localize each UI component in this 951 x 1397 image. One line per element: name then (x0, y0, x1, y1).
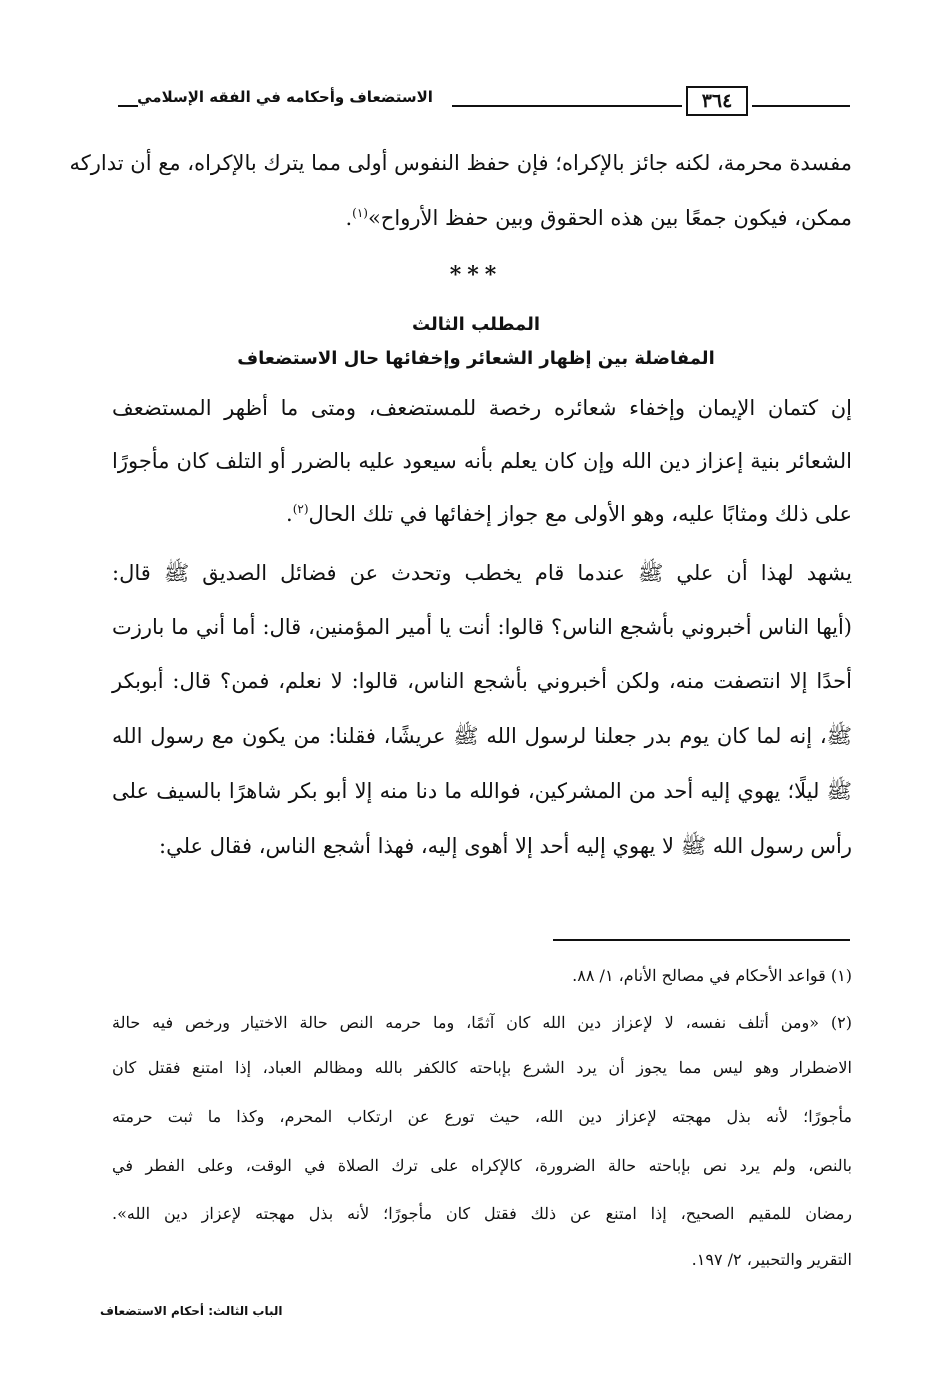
footnote-line: مأجورًا؛ لأنه بذل مهجته لإعزاز دين الله، حيث تورع عن ارتكاب المحرم، وكذا ما ثبت حرمته (112, 1107, 852, 1126)
footnote-ref[interactable]: (١) (352, 206, 368, 220)
footnote-line: الاضطرار وهو ليس مما يجوز أن يرد الشرع بإباحته كالكفر بالله ومظالم العباد، إذا امتنع فقتل كان (112, 1058, 852, 1077)
footnote-ref[interactable]: (٢) (292, 502, 309, 516)
paragraph-line (112, 499, 852, 529)
section-subtitle: المفاضلة بين إظهار الشعائر وإخفائها حال الاستضعاف (237, 348, 715, 369)
footnote-line: (١) قواعد الأحكام في مصالح الأنام، ١/ ٨٨. (572, 966, 852, 985)
section-separator: *** (449, 262, 503, 288)
footnote-line: (٢) «ومن أتلف نفسه، لا لإعزاز دين الله كان آثمًا، وما حرمه النص حالة الاختيار ورخص فيه حالة (112, 1013, 852, 1032)
intro-line (112, 203, 852, 233)
footnote-line: رمضان للمقيم الصحيح، إذا امتنع عن ذلك فقتل كان مأجورًا؛ لأنه بذل مهجته لإعزاز دين الله». (112, 1204, 852, 1223)
intro-line-end: . (345, 206, 353, 230)
footnote-separator (553, 939, 850, 941)
paragraph-line-text: على ذلك ومثابًا عليه، وهو الأولى مع جواز إخفائها في تلك الحال (308, 502, 852, 526)
chapter-footer-label: الباب الثالث: أحكام الاستضعاف (100, 1304, 283, 1318)
page-number: ٣٦٤ (686, 86, 748, 116)
paragraph-line: ﷺ، إنه لما كان يوم بدر جعلنا لرسول الله ﷺ عريشًا، فقلنا: من يكون مع رسول الله (112, 724, 852, 748)
paragraph-line: رأس رسول الله ﷺ لا يهوي إليه أحد إلا أهوى إليه، فهذا أشجع الناس، فقال علي: (159, 834, 852, 858)
section-title: المطلب الثالث (411, 314, 541, 335)
paragraph-line: إن كتمان الإيمان وإخفاء شعائره رخصة للمستضعف، ومتى ما أظهر المستضعف (112, 396, 852, 420)
header-rule-middle (452, 105, 682, 107)
paragraph-line: يشهد لهذا أن علي ﷺ عندما قام يخطب وتحدث عن فضائل الصديق ﷺ قال: (112, 561, 852, 585)
intro-line: مفسدة محرمة، لكنه جائز بالإكراه؛ فإن حفظ النفوس أولى مما يترك بالإكراه، مع أن تداركه (69, 151, 852, 175)
paragraph-line: (أيها الناس أخبروني بأشجع الناس؟ قالوا: أنت يا أمير المؤمنين، قال: أما أني ما بارزت (112, 615, 852, 639)
intro-line-text: ممكن، فيكون جمعًا بين هذه الحقوق وبين حفظ الأرواح» (367, 206, 852, 230)
paragraph-line: أحدًا إلا انتصفت منه، ولكن أخبروني بأشجع الناس، قالوا: لا نعلم، فمن؟ قال: أبوبكر (112, 669, 852, 693)
paragraph-line-end: . (286, 502, 293, 526)
paragraph-line: ﷺ لیلًا؛ يهوي إليه أحد من المشركين، فوالله ما دنا منه إلا أبو بكر شاهرًا بالسيف على (112, 779, 852, 803)
running-header-title: الاستضعاف وأحكامه في الفقه الإسلامي (137, 88, 433, 106)
header-rule-right (752, 105, 850, 107)
paragraph-line: الشعائر بنية إعزاز دين الله وإن كان يعلم بأنه سيعود عليه بالضرر أو التلف كان مأجورًا (112, 449, 852, 473)
footnote-line: بالنص، ولم يرد نص بإباحته حالة الضرورة، كالإكراه على ترك الصلاة في الوقت، وعلى الفطر في (112, 1156, 852, 1175)
footnote-line: التقرير والتحبير، ٢/ ١٩٧. (691, 1250, 852, 1269)
